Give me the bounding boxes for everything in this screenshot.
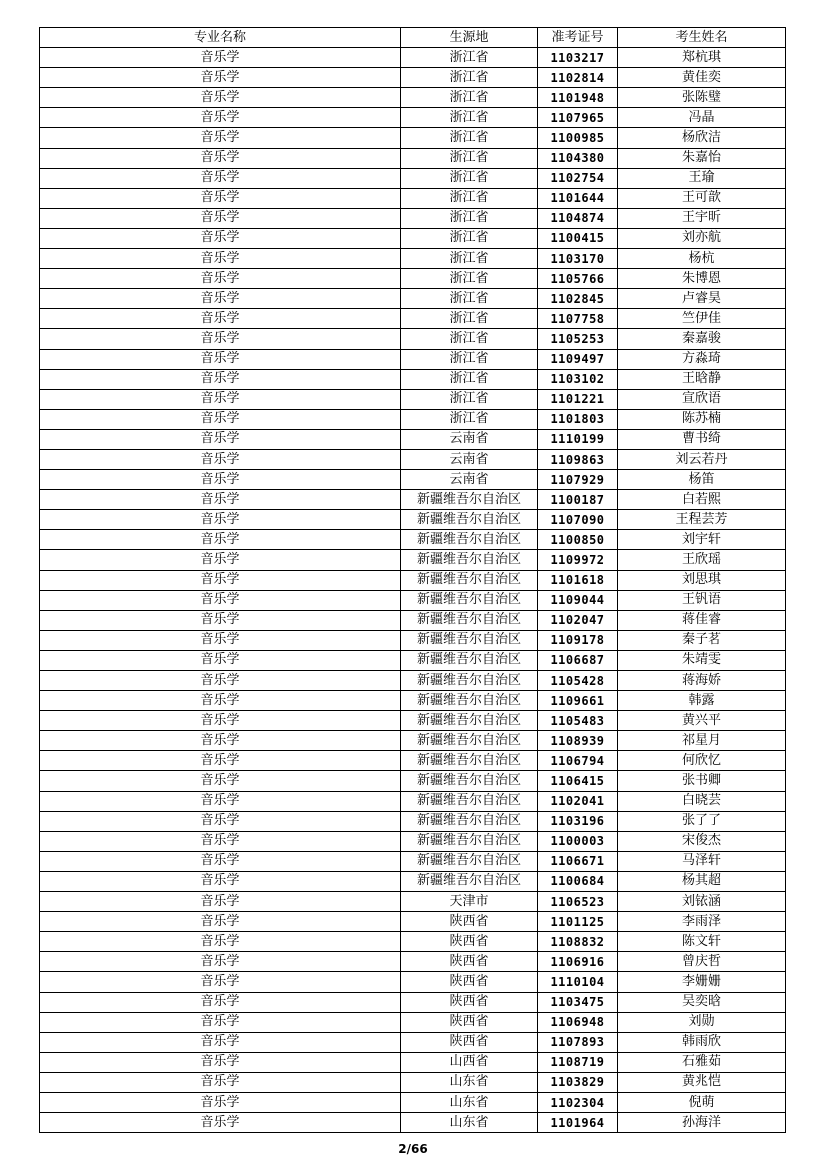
page-indicator: 2/66 (398, 1142, 428, 1156)
cell-exam-id: 1103475 (538, 992, 618, 1012)
cell-origin: 浙江省 (401, 148, 538, 168)
cell-origin: 陕西省 (401, 912, 538, 932)
cell-student-name: 王钒语 (618, 590, 786, 610)
header-origin: 生源地 (401, 28, 538, 48)
cell-origin: 新疆维吾尔自治区 (401, 851, 538, 871)
cell-exam-id: 1107893 (538, 1032, 618, 1052)
table-row (40, 831, 786, 851)
cell-exam-id: 1101803 (538, 409, 618, 429)
cell-exam-id: 1109497 (538, 349, 618, 369)
cell-origin: 浙江省 (401, 289, 538, 309)
cell-major: 音乐学 (40, 329, 401, 349)
cell-origin: 浙江省 (401, 369, 538, 389)
cell-exam-id: 1104380 (538, 148, 618, 168)
table-row (40, 610, 786, 630)
cell-origin: 浙江省 (401, 329, 538, 349)
cell-exam-id: 1109044 (538, 590, 618, 610)
cell-exam-id: 1102041 (538, 791, 618, 811)
cell-student-name: 李姗姗 (618, 972, 786, 992)
cell-origin: 浙江省 (401, 68, 538, 88)
cell-student-name: 曹书绮 (618, 429, 786, 449)
cell-student-name: 竺伊佳 (618, 309, 786, 329)
cell-major: 音乐学 (40, 409, 401, 429)
table-row (40, 48, 786, 68)
table-row (40, 550, 786, 570)
cell-origin: 新疆维吾尔自治区 (401, 731, 538, 751)
cell-exam-id: 1109863 (538, 449, 618, 469)
cell-student-name: 刘铱涵 (618, 892, 786, 912)
table-row (40, 671, 786, 691)
cell-origin: 浙江省 (401, 409, 538, 429)
cell-origin: 新疆维吾尔自治区 (401, 570, 538, 590)
cell-student-name: 刘宇轩 (618, 530, 786, 550)
cell-major: 音乐学 (40, 550, 401, 570)
table-row (40, 389, 786, 409)
cell-origin: 新疆维吾尔自治区 (401, 831, 538, 851)
table-row (40, 128, 786, 148)
cell-student-name: 吴奕晗 (618, 992, 786, 1012)
cell-student-name: 马泽轩 (618, 851, 786, 871)
table-row (40, 791, 786, 811)
cell-origin: 浙江省 (401, 128, 538, 148)
cell-exam-id: 1108832 (538, 932, 618, 952)
cell-origin: 浙江省 (401, 48, 538, 68)
cell-major: 音乐学 (40, 992, 401, 1012)
cell-exam-id: 1103829 (538, 1072, 618, 1092)
cell-student-name: 陈文轩 (618, 932, 786, 952)
cell-exam-id: 1101964 (538, 1113, 618, 1133)
table-row (40, 490, 786, 510)
cell-student-name: 张陈璧 (618, 88, 786, 108)
cell-major: 音乐学 (40, 429, 401, 449)
cell-origin: 浙江省 (401, 108, 538, 128)
table-row (40, 228, 786, 248)
cell-major: 音乐学 (40, 570, 401, 590)
cell-major: 音乐学 (40, 490, 401, 510)
cell-origin: 新疆维吾尔自治区 (401, 671, 538, 691)
table-row (40, 1032, 786, 1052)
table-row (40, 731, 786, 751)
cell-exam-id: 1108719 (538, 1052, 618, 1072)
cell-origin: 新疆维吾尔自治区 (401, 691, 538, 711)
cell-student-name: 蒋海娇 (618, 671, 786, 691)
cell-exam-id: 1108939 (538, 731, 618, 751)
cell-major: 音乐学 (40, 711, 401, 731)
cell-exam-id: 1100187 (538, 490, 618, 510)
cell-student-name: 张书卿 (618, 771, 786, 791)
cell-major: 音乐学 (40, 590, 401, 610)
cell-student-name: 杨笛 (618, 470, 786, 490)
cell-major: 音乐学 (40, 449, 401, 469)
table-row (40, 429, 786, 449)
table-body (40, 48, 786, 1133)
cell-major: 音乐学 (40, 510, 401, 530)
cell-origin: 云南省 (401, 470, 538, 490)
header-student-name: 考生姓名 (618, 28, 786, 48)
cell-major: 音乐学 (40, 610, 401, 630)
cell-exam-id: 1106671 (538, 851, 618, 871)
cell-origin: 浙江省 (401, 88, 538, 108)
cell-student-name: 黄兆恺 (618, 1072, 786, 1092)
table-row (40, 711, 786, 731)
cell-origin: 新疆维吾尔自治区 (401, 791, 538, 811)
cell-major: 音乐学 (40, 108, 401, 128)
table-row (40, 691, 786, 711)
table-row (40, 811, 786, 831)
cell-major: 音乐学 (40, 871, 401, 891)
cell-major: 音乐学 (40, 952, 401, 972)
table-row (40, 912, 786, 932)
table-row (40, 992, 786, 1012)
cell-exam-id: 1105428 (538, 671, 618, 691)
cell-exam-id: 1105483 (538, 711, 618, 731)
table-row (40, 148, 786, 168)
table-row (40, 590, 786, 610)
table-row (40, 771, 786, 791)
cell-exam-id: 1101125 (538, 912, 618, 932)
cell-exam-id: 1103196 (538, 811, 618, 831)
table-row (40, 1113, 786, 1133)
cell-exam-id: 1104874 (538, 208, 618, 228)
cell-exam-id: 1106794 (538, 751, 618, 771)
table-row (40, 470, 786, 490)
table-row (40, 188, 786, 208)
cell-exam-id: 1103217 (538, 48, 618, 68)
cell-major: 音乐学 (40, 88, 401, 108)
cell-exam-id: 1101618 (538, 570, 618, 590)
table-row (40, 88, 786, 108)
cell-major: 音乐学 (40, 168, 401, 188)
cell-major: 音乐学 (40, 972, 401, 992)
table-row (40, 329, 786, 349)
cell-exam-id: 1109972 (538, 550, 618, 570)
cell-major: 音乐学 (40, 349, 401, 369)
cell-origin: 浙江省 (401, 188, 538, 208)
cell-student-name: 郑杭琪 (618, 48, 786, 68)
header-exam-id: 准考证号 (538, 28, 618, 48)
cell-major: 音乐学 (40, 208, 401, 228)
cell-student-name: 韩露 (618, 691, 786, 711)
cell-origin: 新疆维吾尔自治区 (401, 871, 538, 891)
cell-major: 音乐学 (40, 1032, 401, 1052)
cell-student-name: 刘云若丹 (618, 449, 786, 469)
cell-student-name: 黄兴平 (618, 711, 786, 731)
cell-major: 音乐学 (40, 851, 401, 871)
table-row (40, 952, 786, 972)
cell-major: 音乐学 (40, 630, 401, 650)
cell-major: 音乐学 (40, 1092, 401, 1112)
table-row (40, 208, 786, 228)
cell-major: 音乐学 (40, 269, 401, 289)
cell-origin: 新疆维吾尔自治区 (401, 550, 538, 570)
cell-major: 音乐学 (40, 1113, 401, 1133)
cell-student-name: 杨其超 (618, 871, 786, 891)
cell-origin: 浙江省 (401, 208, 538, 228)
cell-exam-id: 1107090 (538, 510, 618, 530)
cell-exam-id: 1110104 (538, 972, 618, 992)
cell-origin: 新疆维吾尔自治区 (401, 490, 538, 510)
cell-exam-id: 1109661 (538, 691, 618, 711)
cell-student-name: 刘亦航 (618, 228, 786, 248)
table-row (40, 409, 786, 429)
cell-student-name: 王可歆 (618, 188, 786, 208)
cell-exam-id: 1106687 (538, 650, 618, 670)
table-row (40, 1052, 786, 1072)
cell-major: 音乐学 (40, 1052, 401, 1072)
cell-student-name: 宋俊杰 (618, 831, 786, 851)
table-row (40, 168, 786, 188)
cell-student-name: 朱博恩 (618, 269, 786, 289)
cell-exam-id: 1107929 (538, 470, 618, 490)
cell-student-name: 孙海洋 (618, 1113, 786, 1133)
cell-major: 音乐学 (40, 811, 401, 831)
cell-origin: 新疆维吾尔自治区 (401, 630, 538, 650)
cell-student-name: 王程芸芳 (618, 510, 786, 530)
cell-student-name: 方淼琦 (618, 349, 786, 369)
cell-origin: 新疆维吾尔自治区 (401, 610, 538, 630)
cell-origin: 天津市 (401, 892, 538, 912)
table-row (40, 530, 786, 550)
cell-student-name: 秦嘉骏 (618, 329, 786, 349)
admission-list-sheet (39, 27, 785, 1133)
table-row (40, 892, 786, 912)
cell-origin: 浙江省 (401, 349, 538, 369)
cell-exam-id: 1100985 (538, 128, 618, 148)
cell-exam-id: 1106523 (538, 892, 618, 912)
cell-major: 音乐学 (40, 68, 401, 88)
cell-origin: 新疆维吾尔自治区 (401, 771, 538, 791)
table-header-row (40, 28, 786, 48)
cell-origin: 陕西省 (401, 1012, 538, 1032)
cell-origin: 山东省 (401, 1072, 538, 1092)
cell-student-name: 秦子茗 (618, 630, 786, 650)
cell-student-name: 王瑜 (618, 168, 786, 188)
cell-exam-id: 1102304 (538, 1092, 618, 1112)
cell-origin: 浙江省 (401, 168, 538, 188)
cell-major: 音乐学 (40, 892, 401, 912)
cell-student-name: 朱靖雯 (618, 650, 786, 670)
table-row (40, 972, 786, 992)
cell-exam-id: 1107758 (538, 309, 618, 329)
cell-major: 音乐学 (40, 671, 401, 691)
cell-student-name: 李雨泽 (618, 912, 786, 932)
cell-origin: 陕西省 (401, 972, 538, 992)
cell-exam-id: 1107965 (538, 108, 618, 128)
cell-exam-id: 1100850 (538, 530, 618, 550)
cell-origin: 新疆维吾尔自治区 (401, 711, 538, 731)
cell-major: 音乐学 (40, 289, 401, 309)
cell-origin: 新疆维吾尔自治区 (401, 510, 538, 530)
cell-student-name: 石雅茹 (618, 1052, 786, 1072)
table-row (40, 871, 786, 891)
cell-exam-id: 1103170 (538, 249, 618, 269)
cell-major: 音乐学 (40, 912, 401, 932)
cell-origin: 浙江省 (401, 389, 538, 409)
cell-origin: 新疆维吾尔自治区 (401, 751, 538, 771)
table-row (40, 650, 786, 670)
cell-major: 音乐学 (40, 1072, 401, 1092)
table-row (40, 349, 786, 369)
table-row (40, 1012, 786, 1032)
cell-exam-id: 1100415 (538, 228, 618, 248)
cell-origin: 山东省 (401, 1092, 538, 1112)
cell-major: 音乐学 (40, 309, 401, 329)
cell-major: 音乐学 (40, 1012, 401, 1032)
cell-exam-id: 1106415 (538, 771, 618, 791)
cell-student-name: 曾庆哲 (618, 952, 786, 972)
cell-student-name: 王晗静 (618, 369, 786, 389)
cell-major: 音乐学 (40, 691, 401, 711)
cell-exam-id: 1102814 (538, 68, 618, 88)
cell-major: 音乐学 (40, 228, 401, 248)
cell-origin: 新疆维吾尔自治区 (401, 650, 538, 670)
header-major: 专业名称 (40, 28, 401, 48)
cell-origin: 浙江省 (401, 309, 538, 329)
cell-major: 音乐学 (40, 650, 401, 670)
cell-student-name: 黄佳奕 (618, 68, 786, 88)
cell-origin: 浙江省 (401, 269, 538, 289)
cell-major: 音乐学 (40, 389, 401, 409)
cell-origin: 新疆维吾尔自治区 (401, 530, 538, 550)
table-row (40, 510, 786, 530)
admission-table (39, 27, 786, 1133)
table-row (40, 309, 786, 329)
cell-major: 音乐学 (40, 48, 401, 68)
cell-exam-id: 1101221 (538, 389, 618, 409)
cell-origin: 山东省 (401, 1113, 538, 1133)
table-row (40, 932, 786, 952)
cell-major: 音乐学 (40, 369, 401, 389)
table-row (40, 630, 786, 650)
table-row (40, 289, 786, 309)
table-row (40, 108, 786, 128)
cell-student-name: 祁星月 (618, 731, 786, 751)
cell-student-name: 刘思琪 (618, 570, 786, 590)
cell-major: 音乐学 (40, 751, 401, 771)
cell-student-name: 冯晶 (618, 108, 786, 128)
cell-major: 音乐学 (40, 128, 401, 148)
cell-exam-id: 1105253 (538, 329, 618, 349)
cell-origin: 陕西省 (401, 992, 538, 1012)
cell-origin: 陕西省 (401, 952, 538, 972)
cell-student-name: 王欣瑶 (618, 550, 786, 570)
cell-student-name: 刘勋 (618, 1012, 786, 1032)
cell-student-name: 何欣忆 (618, 751, 786, 771)
table-row (40, 1072, 786, 1092)
cell-student-name: 蒋佳睿 (618, 610, 786, 630)
cell-major: 音乐学 (40, 530, 401, 550)
cell-exam-id: 1100003 (538, 831, 618, 851)
cell-exam-id: 1106916 (538, 952, 618, 972)
cell-student-name: 倪萌 (618, 1092, 786, 1112)
table-row (40, 269, 786, 289)
cell-student-name: 王宇昕 (618, 208, 786, 228)
cell-exam-id: 1106948 (538, 1012, 618, 1032)
cell-exam-id: 1105766 (538, 269, 618, 289)
cell-origin: 浙江省 (401, 228, 538, 248)
cell-exam-id: 1110199 (538, 429, 618, 449)
cell-major: 音乐学 (40, 791, 401, 811)
cell-origin: 新疆维吾尔自治区 (401, 590, 538, 610)
table-row (40, 369, 786, 389)
table-row (40, 1092, 786, 1112)
cell-exam-id: 1102047 (538, 610, 618, 630)
cell-student-name: 陈苏楠 (618, 409, 786, 429)
cell-student-name: 朱嘉怡 (618, 148, 786, 168)
cell-student-name: 杨杭 (618, 249, 786, 269)
cell-origin: 山西省 (401, 1052, 538, 1072)
cell-exam-id: 1101644 (538, 188, 618, 208)
cell-student-name: 张了了 (618, 811, 786, 831)
cell-major: 音乐学 (40, 148, 401, 168)
table-row (40, 249, 786, 269)
table-row (40, 570, 786, 590)
cell-origin: 陕西省 (401, 1032, 538, 1052)
cell-origin: 浙江省 (401, 249, 538, 269)
cell-student-name: 白若熙 (618, 490, 786, 510)
table-row (40, 68, 786, 88)
cell-major: 音乐学 (40, 188, 401, 208)
cell-student-name: 宣欣语 (618, 389, 786, 409)
cell-student-name: 卢睿昊 (618, 289, 786, 309)
cell-student-name: 白晓芸 (618, 791, 786, 811)
cell-exam-id: 1102754 (538, 168, 618, 188)
cell-origin: 新疆维吾尔自治区 (401, 811, 538, 831)
cell-major: 音乐学 (40, 249, 401, 269)
cell-exam-id: 1101948 (538, 88, 618, 108)
table-row (40, 751, 786, 771)
cell-major: 音乐学 (40, 771, 401, 791)
cell-origin: 陕西省 (401, 932, 538, 952)
cell-major: 音乐学 (40, 470, 401, 490)
table-row (40, 851, 786, 871)
table-row (40, 449, 786, 469)
cell-exam-id: 1109178 (538, 630, 618, 650)
cell-major: 音乐学 (40, 731, 401, 751)
cell-origin: 云南省 (401, 429, 538, 449)
cell-origin: 云南省 (401, 449, 538, 469)
cell-exam-id: 1102845 (538, 289, 618, 309)
cell-major: 音乐学 (40, 932, 401, 952)
cell-exam-id: 1100684 (538, 871, 618, 891)
cell-student-name: 韩雨欣 (618, 1032, 786, 1052)
cell-student-name: 杨欣洁 (618, 128, 786, 148)
cell-major: 音乐学 (40, 831, 401, 851)
cell-exam-id: 1103102 (538, 369, 618, 389)
